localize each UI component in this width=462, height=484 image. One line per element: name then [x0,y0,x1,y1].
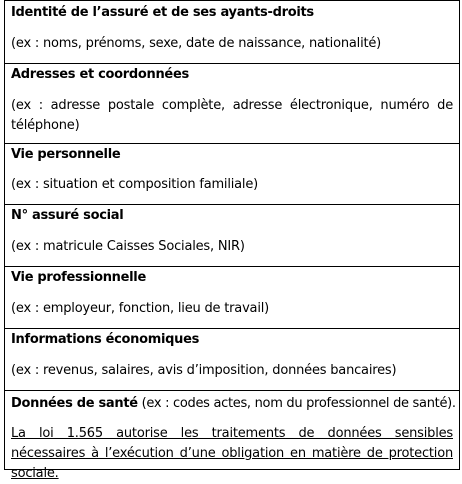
table-row [5,391,460,470]
health-data-label: Données de santé [11,396,138,411]
table-row [5,205,460,267]
row-heading-addresses: Adresses et coordonnées [11,67,189,82]
table-cell [5,205,460,267]
table-row [5,329,460,391]
table-cell [5,267,460,329]
legal-note: La loi 1.565 autorise les traitements de données sensibles nécessaires à l’exécution d’une obligation en matière de protection sociale. [11,426,453,481]
table-row [5,144,460,205]
table-row [5,64,460,144]
row-description-professional-life: (ex : employeur, fonction, lieu de travail) [11,301,270,316]
row-heading-identity: Identité de l’assuré et de ses ayants-droits [11,5,314,20]
row-heading-professional-life: Vie professionnelle [11,270,146,285]
table-cell [5,391,460,481]
data-categories-table [4,0,460,481]
row-description-social-security-number: (ex : matricule Caisses Sociales, NIR) [11,239,245,254]
row-description-addresses: (ex : adresse postale complète, adresse électronique, numéro de téléphone) [11,98,453,133]
row-description-identity: (ex : noms, prénoms, sexe, date de naissance, nationalité) [11,36,382,51]
row-heading-economic-info: Informations économiques [11,332,200,347]
table-cell [5,1,460,64]
table-row [5,267,460,329]
table-cell [5,144,460,205]
row-description-personal-life: (ex : situation et composition familiale) [11,177,259,192]
row-heading-personal-life: Vie personnelle [11,147,121,162]
row-description-health-data: (ex : codes actes, nom du professionnel de santé). [137,396,456,411]
row-heading-health-data [11,396,456,412]
table-row [5,1,460,64]
row-description-economic-info: (ex : revenus, salaires, avis d’imposition, données bancaires) [11,363,397,378]
table-cell [5,64,460,144]
table-cell [5,329,460,391]
row-heading-social-security-number: N° assuré social [11,208,124,223]
